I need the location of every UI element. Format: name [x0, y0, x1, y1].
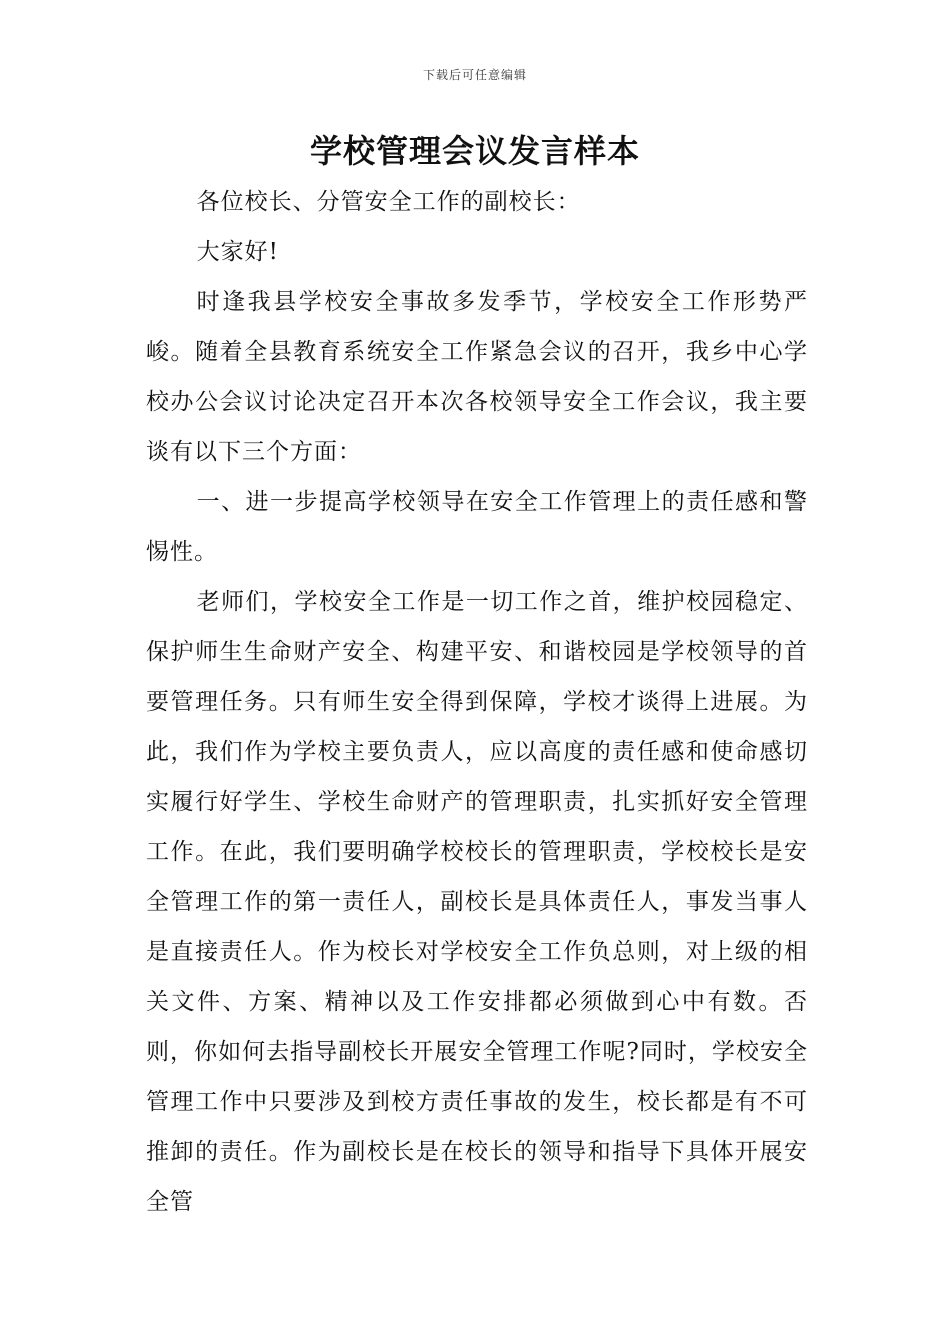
page-header-note: 下载后可任意编辑 [422, 68, 527, 82]
document-title: 学校管理会议发言样本 [309, 132, 640, 170]
body-paragraph: 老师们，学校安全工作是一切工作之首，维护校园稳定、保护师生生命财产安全、构建平安、和谐校园是学校领导的首要管理任务。只有师生安全得到保障，学校才谈得上进展。为此，我们作为学校主要负责人，应以高度的责任感和使命感切实履行好学生、学校生命财产的管理职责，扎实抓好安全管理工作。在此，我们要明确学校校长的管理职责，学校校长是安全管理工作的第一责任人，副校长是具体责任人，事发当事人是直接责任人。作为校长对学校安全工作负总则，对上级的相关文件、方案、精神以及工作安排都必须做到心中有数。否则，你如何去指导副校长开展安全管理工作呢?同时，学校安全管理工作中只要涉及到校方责任事故的发生，校长都是有不可推卸的责任。作为副校长是在校长的领导和指导下具体开展安全管 [146, 589, 808, 1215]
document-body [146, 177, 808, 1227]
intro-paragraph: 时逢我县学校安全事故多发季节，学校安全工作形势严峻。随着全县教育系统安全工作紧急会议的召开，我乡中心学校办公会议讨论决定召开本次各校领导安全工作会议，我主要谈有以下三个方面： [146, 289, 808, 465]
greeting-paragraph: 大家好! [196, 239, 279, 265]
section-heading-1: 一、进一步提高学校领导在安全工作管理上的责任感和警惕性。 [146, 489, 808, 565]
salutation-paragraph: 各位校长、分管安全工作的副校长： [196, 189, 581, 215]
